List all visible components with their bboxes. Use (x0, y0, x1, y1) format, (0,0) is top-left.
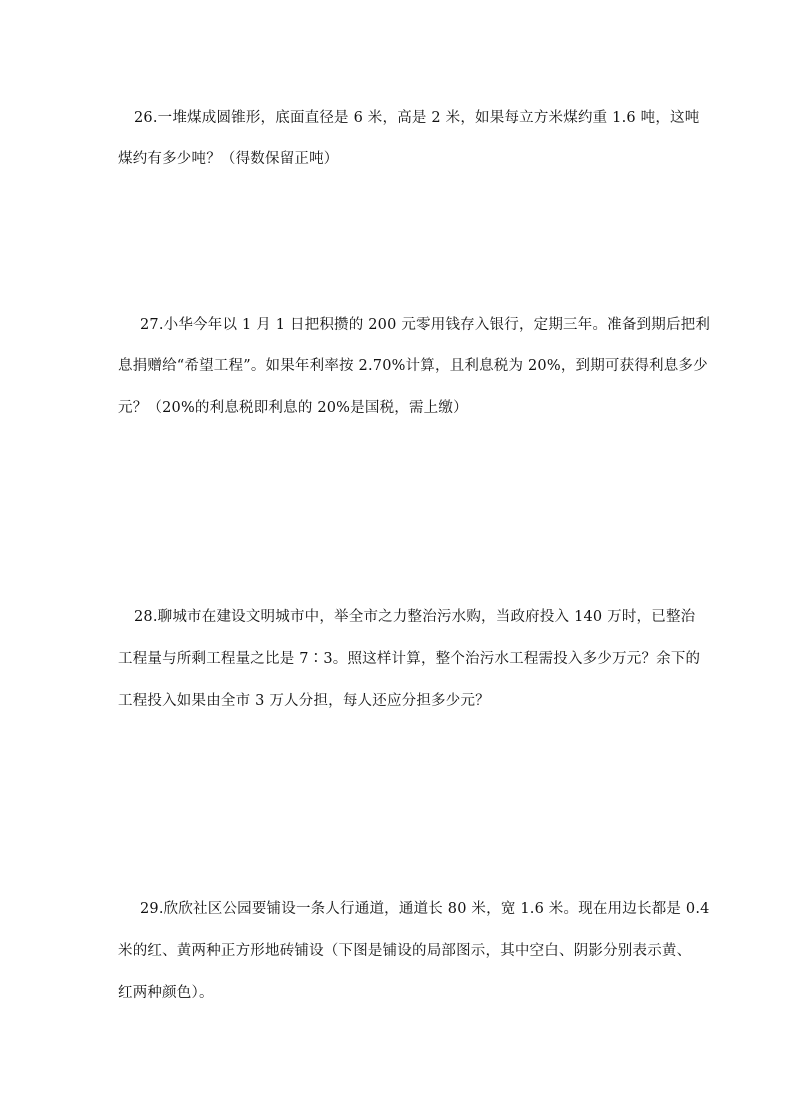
problem-29-line-1: 29.欣欣社区公园要铺设一条人行通道，通道长 80 米，宽 1.6 米。现在用边长都是 0.4 (140, 901, 710, 917)
problem-29-line-3: 红两种颜色）。 (118, 985, 214, 1001)
problem-26-line-1: 26.一堆煤成圆锥形，底面直径是 6 米，高是 2 米，如果每立方米煤约重 1.6 吨，这吨 (134, 110, 700, 126)
problem-29-line-2: 米的红、黄两种正方形地砖铺设（下图是铺设的局部图示，其中空白、阴影分别表示黄、 (118, 943, 692, 959)
problem-28-line-2: 工程量与所剩工程量之比是 7∶3。照这样计算，整个治污水工程需投入多少万元？余下的 (118, 651, 701, 667)
problem-26-line-2: 煤约有多少吨？（得数保留正吨） (118, 151, 339, 167)
problem-27-line-1: 27.小华今年以 1 月 1 日把积攒的 200 元零用钱存入银行，定期三年。准备到期后把利 (140, 317, 711, 333)
problem-27-line-3: 元？（20%的利息税即利息的 20%是国税，需上缴） (118, 400, 468, 416)
problem-28-line-1: 28.聊城市在建设文明城市中，举全市之力整治污水购，当政府投入 140 万时，已整治 (134, 609, 696, 625)
problem-27-line-2: 息捐赠给“希望工程”。如果年利率按 2.70%计算，且利息税为 20%，到期可获得利息多少 (118, 358, 708, 374)
problem-28-line-3: 工程投入如果由全市 3 万人分担，每人还应分担多少元？ (118, 693, 490, 709)
